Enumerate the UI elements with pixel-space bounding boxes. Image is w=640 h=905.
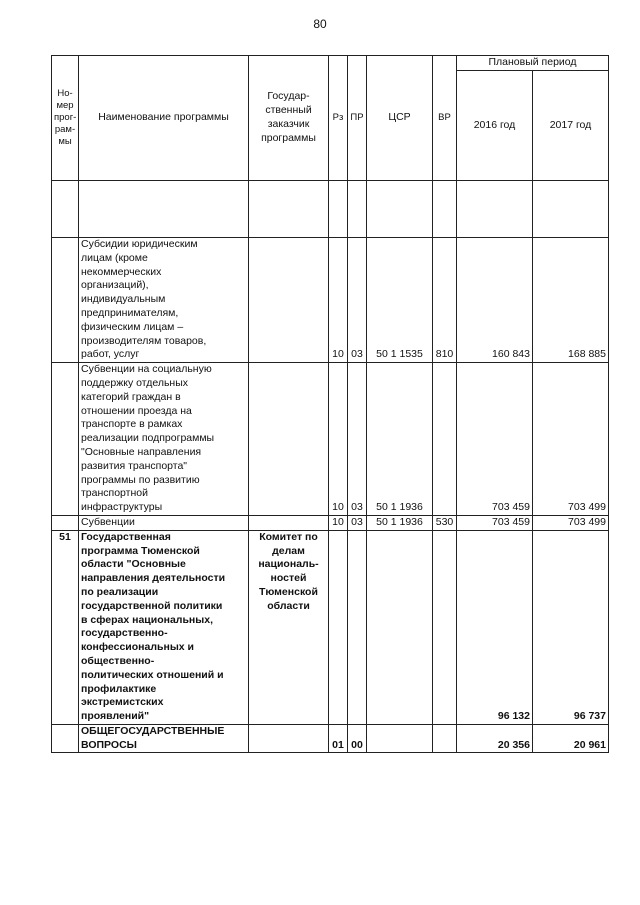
cell-csr: 50 1 1535 — [367, 238, 433, 363]
cell-num — [52, 724, 79, 753]
cell-pr: 00 — [348, 724, 367, 753]
cell-csr: 50 1 1936 — [367, 515, 433, 530]
col-header-name: Наименование программы — [79, 56, 249, 181]
cell-name: ОБЩЕГОСУДАРСТВЕННЫЕ ВОПРОСЫ — [79, 724, 249, 753]
cell-pr: 03 — [348, 515, 367, 530]
cell-2016: 703 459 — [457, 363, 533, 516]
cell-customer: Комитет по делам националь- ностей Тюменской области — [249, 530, 329, 724]
cell-pr — [348, 530, 367, 724]
cell-rz: 10 — [329, 515, 348, 530]
cell-customer — [249, 515, 329, 530]
budget-table — [51, 55, 609, 753]
col-header-pr: ПР — [348, 56, 367, 181]
cell-customer — [249, 363, 329, 516]
cell-csr: 50 1 1936 — [367, 363, 433, 516]
table-row-blank — [52, 181, 609, 238]
cell-name: Субвенции на социальную поддержку отдельных категорий граждан в отношении проезда на транспорте в рамках реализации подпрограммы "Основные направления развития транспорта" программы по развитию транспортной инфраструктуры — [79, 363, 249, 516]
cell-customer — [249, 238, 329, 363]
cell-2016: 160 843 — [457, 238, 533, 363]
cell-rz: 01 — [329, 724, 348, 753]
col-header-csr: ЦСР — [367, 56, 433, 181]
cell-customer — [249, 724, 329, 753]
cell-csr — [367, 724, 433, 753]
header-row-1 — [52, 56, 609, 71]
cell-2017: 703 499 — [533, 363, 609, 516]
cell-vr — [433, 724, 457, 753]
cell-rz: 10 — [329, 363, 348, 516]
cell-2016: 20 356 — [457, 724, 533, 753]
col-header-2016: 2016 год — [457, 71, 533, 181]
table-row — [52, 724, 609, 753]
cell-vr: 810 — [433, 238, 457, 363]
col-header-number: Но- мер прог- рам- мы — [52, 56, 79, 181]
cell-vr: 530 — [433, 515, 457, 530]
col-header-customer: Государ- ственный заказчик программы — [249, 56, 329, 181]
cell-pr: 03 — [348, 363, 367, 516]
cell-num — [52, 515, 79, 530]
cell-pr: 03 — [348, 238, 367, 363]
cell-vr — [433, 363, 457, 516]
cell-num — [52, 238, 79, 363]
cell-2017: 703 499 — [533, 515, 609, 530]
cell-rz — [329, 530, 348, 724]
page-number: 80 — [313, 17, 327, 31]
col-header-2017: 2017 год — [533, 71, 609, 181]
cell-2016: 703 459 — [457, 515, 533, 530]
cell-rz: 10 — [329, 238, 348, 363]
col-header-rz: Рз — [329, 56, 348, 181]
cell-name: Государственная программа Тюменской области "Основные направления деятельности по реализации государственной политики в сферах национальных, государственно- конфессиональных и общественно- политических отношений и профилактике экстремистских проявлений" — [79, 530, 249, 724]
table-row — [52, 515, 609, 530]
col-header-planned-period: Плановый период — [457, 56, 609, 71]
table-row — [52, 363, 609, 516]
cell-csr — [367, 530, 433, 724]
cell-vr — [433, 530, 457, 724]
table-row — [52, 530, 609, 724]
cell-name: Субвенции — [79, 515, 249, 530]
cell-num: 51 — [52, 530, 79, 724]
cell-2016: 96 132 — [457, 530, 533, 724]
col-header-vr: ВР — [433, 56, 457, 181]
cell-2017: 20 961 — [533, 724, 609, 753]
cell-2017: 96 737 — [533, 530, 609, 724]
cell-num — [52, 363, 79, 516]
cell-name: Субсидии юридическим лицам (кроме некоммерческих организаций), индивидуальным предпринимателям, физическим лицам – производителям товаров, работ, услуг — [79, 238, 249, 363]
table-row — [52, 238, 609, 363]
cell-2017: 168 885 — [533, 238, 609, 363]
